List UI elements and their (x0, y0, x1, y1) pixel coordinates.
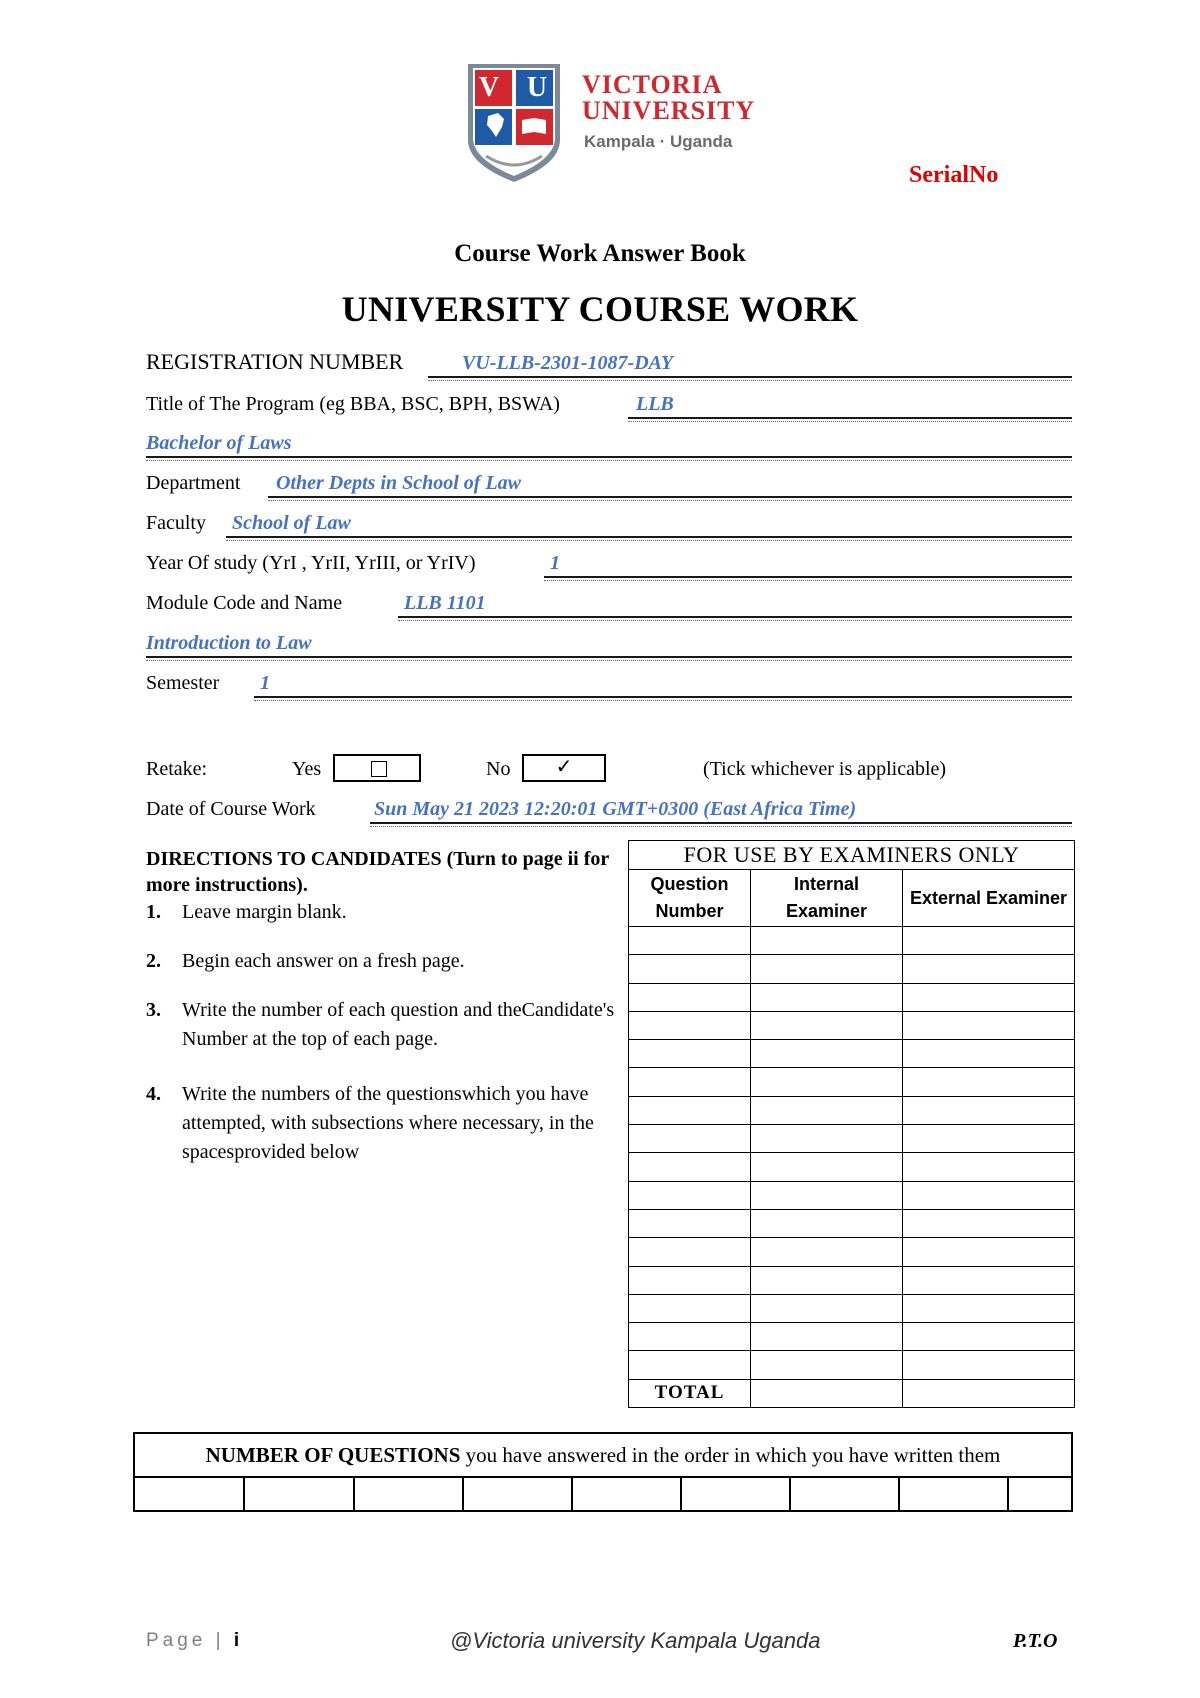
examiner-score-row (629, 1323, 1075, 1351)
examiner-score-row (629, 983, 1075, 1011)
faculty-label: Faculty (146, 512, 206, 534)
module-name-row (146, 630, 1072, 658)
module-line (398, 616, 1072, 618)
direction-number: 1. (146, 901, 161, 923)
date-value[interactable]: Sun May 21 2023 12:20:01 GMT+0300 (East Africa Time) (374, 798, 857, 820)
examiners-heading: FOR USE BY EXAMINERS ONLY (629, 841, 1075, 870)
score-cell[interactable] (629, 1153, 751, 1181)
university-logo (466, 60, 756, 184)
faculty-row (146, 510, 1072, 538)
semester-label: Semester (146, 672, 220, 694)
score-cell[interactable] (629, 1068, 751, 1096)
retake-no-label: No (486, 758, 511, 780)
score-cell[interactable] (751, 1294, 903, 1322)
department-row (146, 470, 1072, 498)
score-cell[interactable] (903, 1153, 1075, 1181)
module-name-line (146, 656, 1072, 658)
examiners-table (628, 840, 1075, 1408)
score-cell[interactable] (751, 1238, 903, 1266)
question-order-cell[interactable] (244, 1477, 354, 1511)
program-full-line (146, 456, 1072, 458)
direction-number: 3. (146, 999, 161, 1021)
score-cell[interactable] (629, 1351, 751, 1379)
score-cell[interactable] (751, 983, 903, 1011)
score-cell[interactable] (751, 927, 903, 955)
examiner-score-row (629, 1294, 1075, 1322)
registration-line (428, 376, 1072, 378)
question-order-cell[interactable] (1008, 1477, 1072, 1511)
program-full-row (146, 430, 1072, 458)
direction-text: Leave margin blank. (182, 901, 347, 923)
date-row (146, 796, 1072, 824)
internal-examiner-header: Internal Examiner (751, 870, 903, 927)
program-line (628, 417, 1072, 419)
score-cell[interactable] (903, 1181, 1075, 1209)
score-cell[interactable] (903, 983, 1075, 1011)
question-order-cell[interactable] (463, 1477, 572, 1511)
score-cell[interactable] (903, 1323, 1075, 1351)
department-label: Department (146, 472, 241, 494)
examiner-score-row (629, 1238, 1075, 1266)
shield-letter-u: U (526, 72, 548, 103)
department-line (268, 496, 1072, 498)
page-number: i (233, 1630, 240, 1651)
examiner-score-row (629, 1040, 1075, 1068)
score-cell[interactable] (629, 955, 751, 983)
score-cell[interactable] (751, 1323, 903, 1351)
score-cell[interactable] (629, 1294, 751, 1322)
program-value[interactable]: LLB (636, 393, 674, 415)
logo-location: Kampala · Uganda (584, 132, 733, 151)
score-cell[interactable] (903, 1238, 1075, 1266)
score-cell[interactable] (751, 1068, 903, 1096)
questions-answered-heading-bold: NUMBER OF QUESTIONS (205, 1442, 461, 1467)
checkmark-icon: ✓ (555, 756, 573, 778)
program-row (146, 391, 1072, 419)
logo-name-line1: VICTORIA (582, 70, 723, 99)
score-cell[interactable] (751, 1209, 903, 1237)
score-cell[interactable] (629, 927, 751, 955)
score-cell[interactable] (751, 1153, 903, 1181)
module-value[interactable]: LLB 1101 (404, 592, 486, 614)
year-row (146, 550, 1072, 578)
page-title: UNIVERSITY COURSE WORK (341, 289, 859, 329)
date-line (370, 822, 1072, 824)
direction-text: Write the number of each question and theCandidate's Number at the top of each page. (182, 999, 615, 1050)
score-cell[interactable] (903, 1266, 1075, 1294)
question-order-cell[interactable] (354, 1477, 463, 1511)
score-cell[interactable] (903, 1125, 1075, 1153)
total-external-cell[interactable] (903, 1379, 1075, 1407)
score-cell[interactable] (903, 1011, 1075, 1039)
program-full-value[interactable]: Bachelor of Laws (146, 432, 292, 454)
score-cell[interactable] (751, 1351, 903, 1379)
examiner-score-row (629, 955, 1075, 983)
directions-heading: DIRECTIONS TO CANDIDATES (Turn to page ii for more instructions). (146, 848, 609, 896)
score-cell[interactable] (629, 1266, 751, 1294)
tick-instruction: (Tick whichever is applicable) (703, 758, 947, 780)
examiner-score-row (629, 1181, 1075, 1209)
page-label: Page (146, 1630, 207, 1651)
questions-answered-heading-rest: you have answered in the order in which you have written them (460, 1442, 1001, 1467)
score-cell[interactable] (629, 1011, 751, 1039)
examiner-score-row (629, 1153, 1075, 1181)
direction-number: 4. (146, 1083, 161, 1105)
score-cell[interactable] (629, 1238, 751, 1266)
faculty-value[interactable]: School of Law (232, 512, 351, 534)
score-cell[interactable] (629, 1209, 751, 1237)
direction-number: 2. (146, 950, 161, 972)
year-label: Year Of study (YrI , YrII, YrIII, or YrIV) (146, 552, 476, 574)
score-cell[interactable] (903, 955, 1075, 983)
retake-label: Retake: (146, 758, 208, 780)
program-label: Title of The Program (eg BBA, BSC, BPH, BSWA) (146, 393, 560, 415)
examiner-score-row (629, 1209, 1075, 1237)
serial-number: SerialNo (909, 162, 999, 188)
question-order-cell[interactable] (681, 1477, 790, 1511)
question-number-header: Question Number (629, 870, 751, 927)
score-cell[interactable] (751, 1011, 903, 1039)
module-row (146, 590, 1072, 618)
examiner-score-row (629, 1351, 1075, 1379)
score-cell[interactable] (751, 1096, 903, 1124)
module-name-value[interactable]: Introduction to Law (146, 632, 312, 654)
examiner-score-row (629, 1068, 1075, 1096)
score-cell[interactable] (629, 1323, 751, 1351)
footer-copyright: @Victoria university Kampala Uganda (450, 1628, 821, 1653)
year-value[interactable]: 1 (550, 552, 560, 574)
score-cell[interactable] (903, 1209, 1075, 1237)
logo-name-line2: UNIVERSITY (582, 96, 756, 125)
semester-line (254, 696, 1072, 698)
external-examiner-header: External Examiner (903, 870, 1075, 927)
score-cell[interactable] (903, 1068, 1075, 1096)
footer-pto: P.T.O (1013, 1630, 1058, 1652)
retake-yes-checkbox[interactable] (333, 754, 421, 782)
retake-no-checkbox[interactable] (522, 754, 606, 782)
score-cell[interactable] (629, 1096, 751, 1124)
empty-box-icon (371, 761, 387, 777)
date-label: Date of Course Work (146, 798, 316, 820)
direction-text: Write the numbers of the questionswhich you have attempted, with subsections where necessary, in the spacesprovided below (182, 1083, 594, 1163)
semester-row (146, 670, 1072, 698)
year-line (544, 576, 1072, 578)
examiner-score-row (629, 1125, 1075, 1153)
score-cell[interactable] (903, 1351, 1075, 1379)
total-internal-cell[interactable] (751, 1379, 903, 1407)
score-cell[interactable] (629, 1181, 751, 1209)
retake-yes-label: Yes (292, 758, 322, 780)
examiner-score-row (629, 1096, 1075, 1124)
answer-book-title: Course Work Answer Book (454, 240, 746, 267)
examiner-score-row (629, 927, 1075, 955)
questions-answered-heading (134, 1433, 1072, 1477)
direction-text: Begin each answer on a fresh page. (182, 950, 465, 972)
score-cell[interactable] (903, 1294, 1075, 1322)
question-order-cell[interactable] (134, 1477, 244, 1511)
score-cell[interactable] (629, 983, 751, 1011)
question-order-cell[interactable] (790, 1477, 899, 1511)
examiner-score-row (629, 1011, 1075, 1039)
semester-value[interactable]: 1 (260, 672, 270, 694)
total-label: TOTAL (629, 1379, 751, 1407)
module-label: Module Code and Name (146, 592, 343, 614)
score-cell[interactable] (751, 955, 903, 983)
score-cell[interactable] (751, 1181, 903, 1209)
score-cell[interactable] (903, 1096, 1075, 1124)
department-value[interactable]: Other Depts in School of Law (276, 472, 522, 494)
questions-answered-table (133, 1432, 1073, 1512)
faculty-line (226, 536, 1072, 538)
score-cell[interactable] (629, 1125, 751, 1153)
score-cell[interactable] (903, 927, 1075, 955)
score-cell[interactable] (751, 1040, 903, 1068)
score-cell[interactable] (751, 1125, 903, 1153)
score-cell[interactable] (903, 1040, 1075, 1068)
question-order-cell[interactable] (572, 1477, 681, 1511)
shield-letter-v: V (478, 72, 500, 103)
registration-value[interactable]: VU-LLB-2301-1087-DAY (462, 352, 674, 374)
examiner-score-row (629, 1266, 1075, 1294)
score-cell[interactable] (751, 1266, 903, 1294)
registration-label: REGISTRATION NUMBER (146, 349, 404, 374)
page-footer-number: Page | i (146, 1630, 240, 1651)
score-cell[interactable] (629, 1040, 751, 1068)
question-order-cell[interactable] (899, 1477, 1008, 1511)
registration-row (146, 350, 1072, 378)
